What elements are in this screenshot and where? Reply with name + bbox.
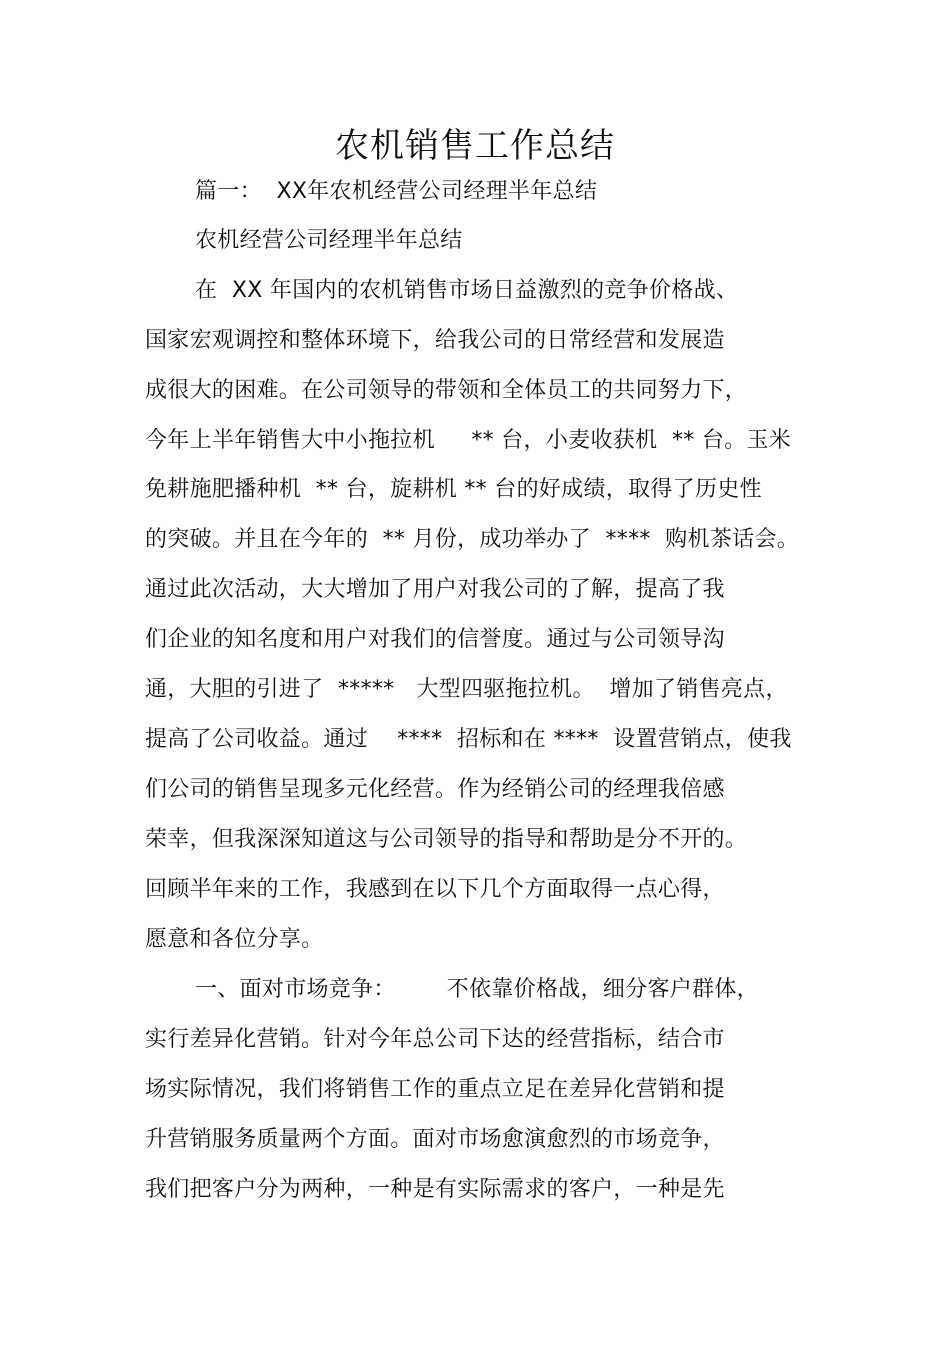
paragraph-line: 荣幸，但我深深知道这与公司领导的指导和帮助是分不开的。 — [145, 827, 748, 852]
section-heading: 农机经营公司经理半年总结 — [195, 228, 463, 253]
document-title: 农机销售工作总结 — [335, 126, 615, 166]
paragraph-line: 回顾半年来的工作，我感到在以下几个方面取得一点心得， — [145, 877, 725, 902]
paragraph-line: 实行差异化营销。针对今年总公司下达的经营指标，结合市 — [145, 1027, 725, 1052]
paragraph-line: 们企业的知名度和用户对我们的信誉度。通过与公司领导沟 — [145, 627, 725, 652]
paragraph-line: 一、面对市场竞争： 不依靠价格战，细分客户群体， — [195, 977, 759, 1002]
paragraph-line: 提高了公司收益。通过 **** 招标和在 **** 设置营销点，使我 — [145, 727, 792, 752]
paragraph-line: 免耕施肥播种机 ** 台，旋耕机 ** 台的好成绩，取得了历史性 — [145, 477, 762, 502]
paragraph-line: 我们把客户分为两种，一种是有实际需求的客户，一种是先 — [145, 1177, 725, 1202]
paragraph-line: 通，大胆的引进了 ***** 大型四驱拖拉机。 增加了销售亮点， — [145, 677, 788, 702]
paragraph-line: 国家宏观调控和整体环境下，给我公司的日常经营和发展造 — [145, 328, 725, 353]
paragraph-line: 今年上半年销售大中小拖拉机 ** 台，小麦收获机 ** 台。玉米 — [145, 428, 792, 453]
paragraph-line: 愿意和各位分享。 — [145, 927, 324, 952]
paragraph-line: 的突破。并且在今年的 ** 月份，成功举办了 **** 购机茶话会。 — [145, 527, 800, 552]
paragraph-line: 场实际情况，我们将销售工作的重点立足在差异化营销和提 — [145, 1077, 725, 1102]
paragraph-line: 升营销服务质量两个方面。面对市场愈演愈烈的市场竞争， — [145, 1127, 725, 1152]
paragraph-line: 通过此次活动，大大增加了用户对我公司的了解，提高了我 — [145, 577, 725, 602]
paragraph-line: 在 XX 年国内的农机销售市场日益激烈的竞争价格战、 — [195, 278, 739, 303]
paragraph-line: 们公司的销售呈现多元化经营。作为经销公司的经理我倍感 — [145, 777, 725, 802]
document-subtitle: 篇一： XX年农机经营公司经理半年总结 — [195, 179, 598, 204]
paragraph-line: 成很大的困难。在公司领导的带领和全体员工的共同努力下， — [145, 378, 748, 403]
